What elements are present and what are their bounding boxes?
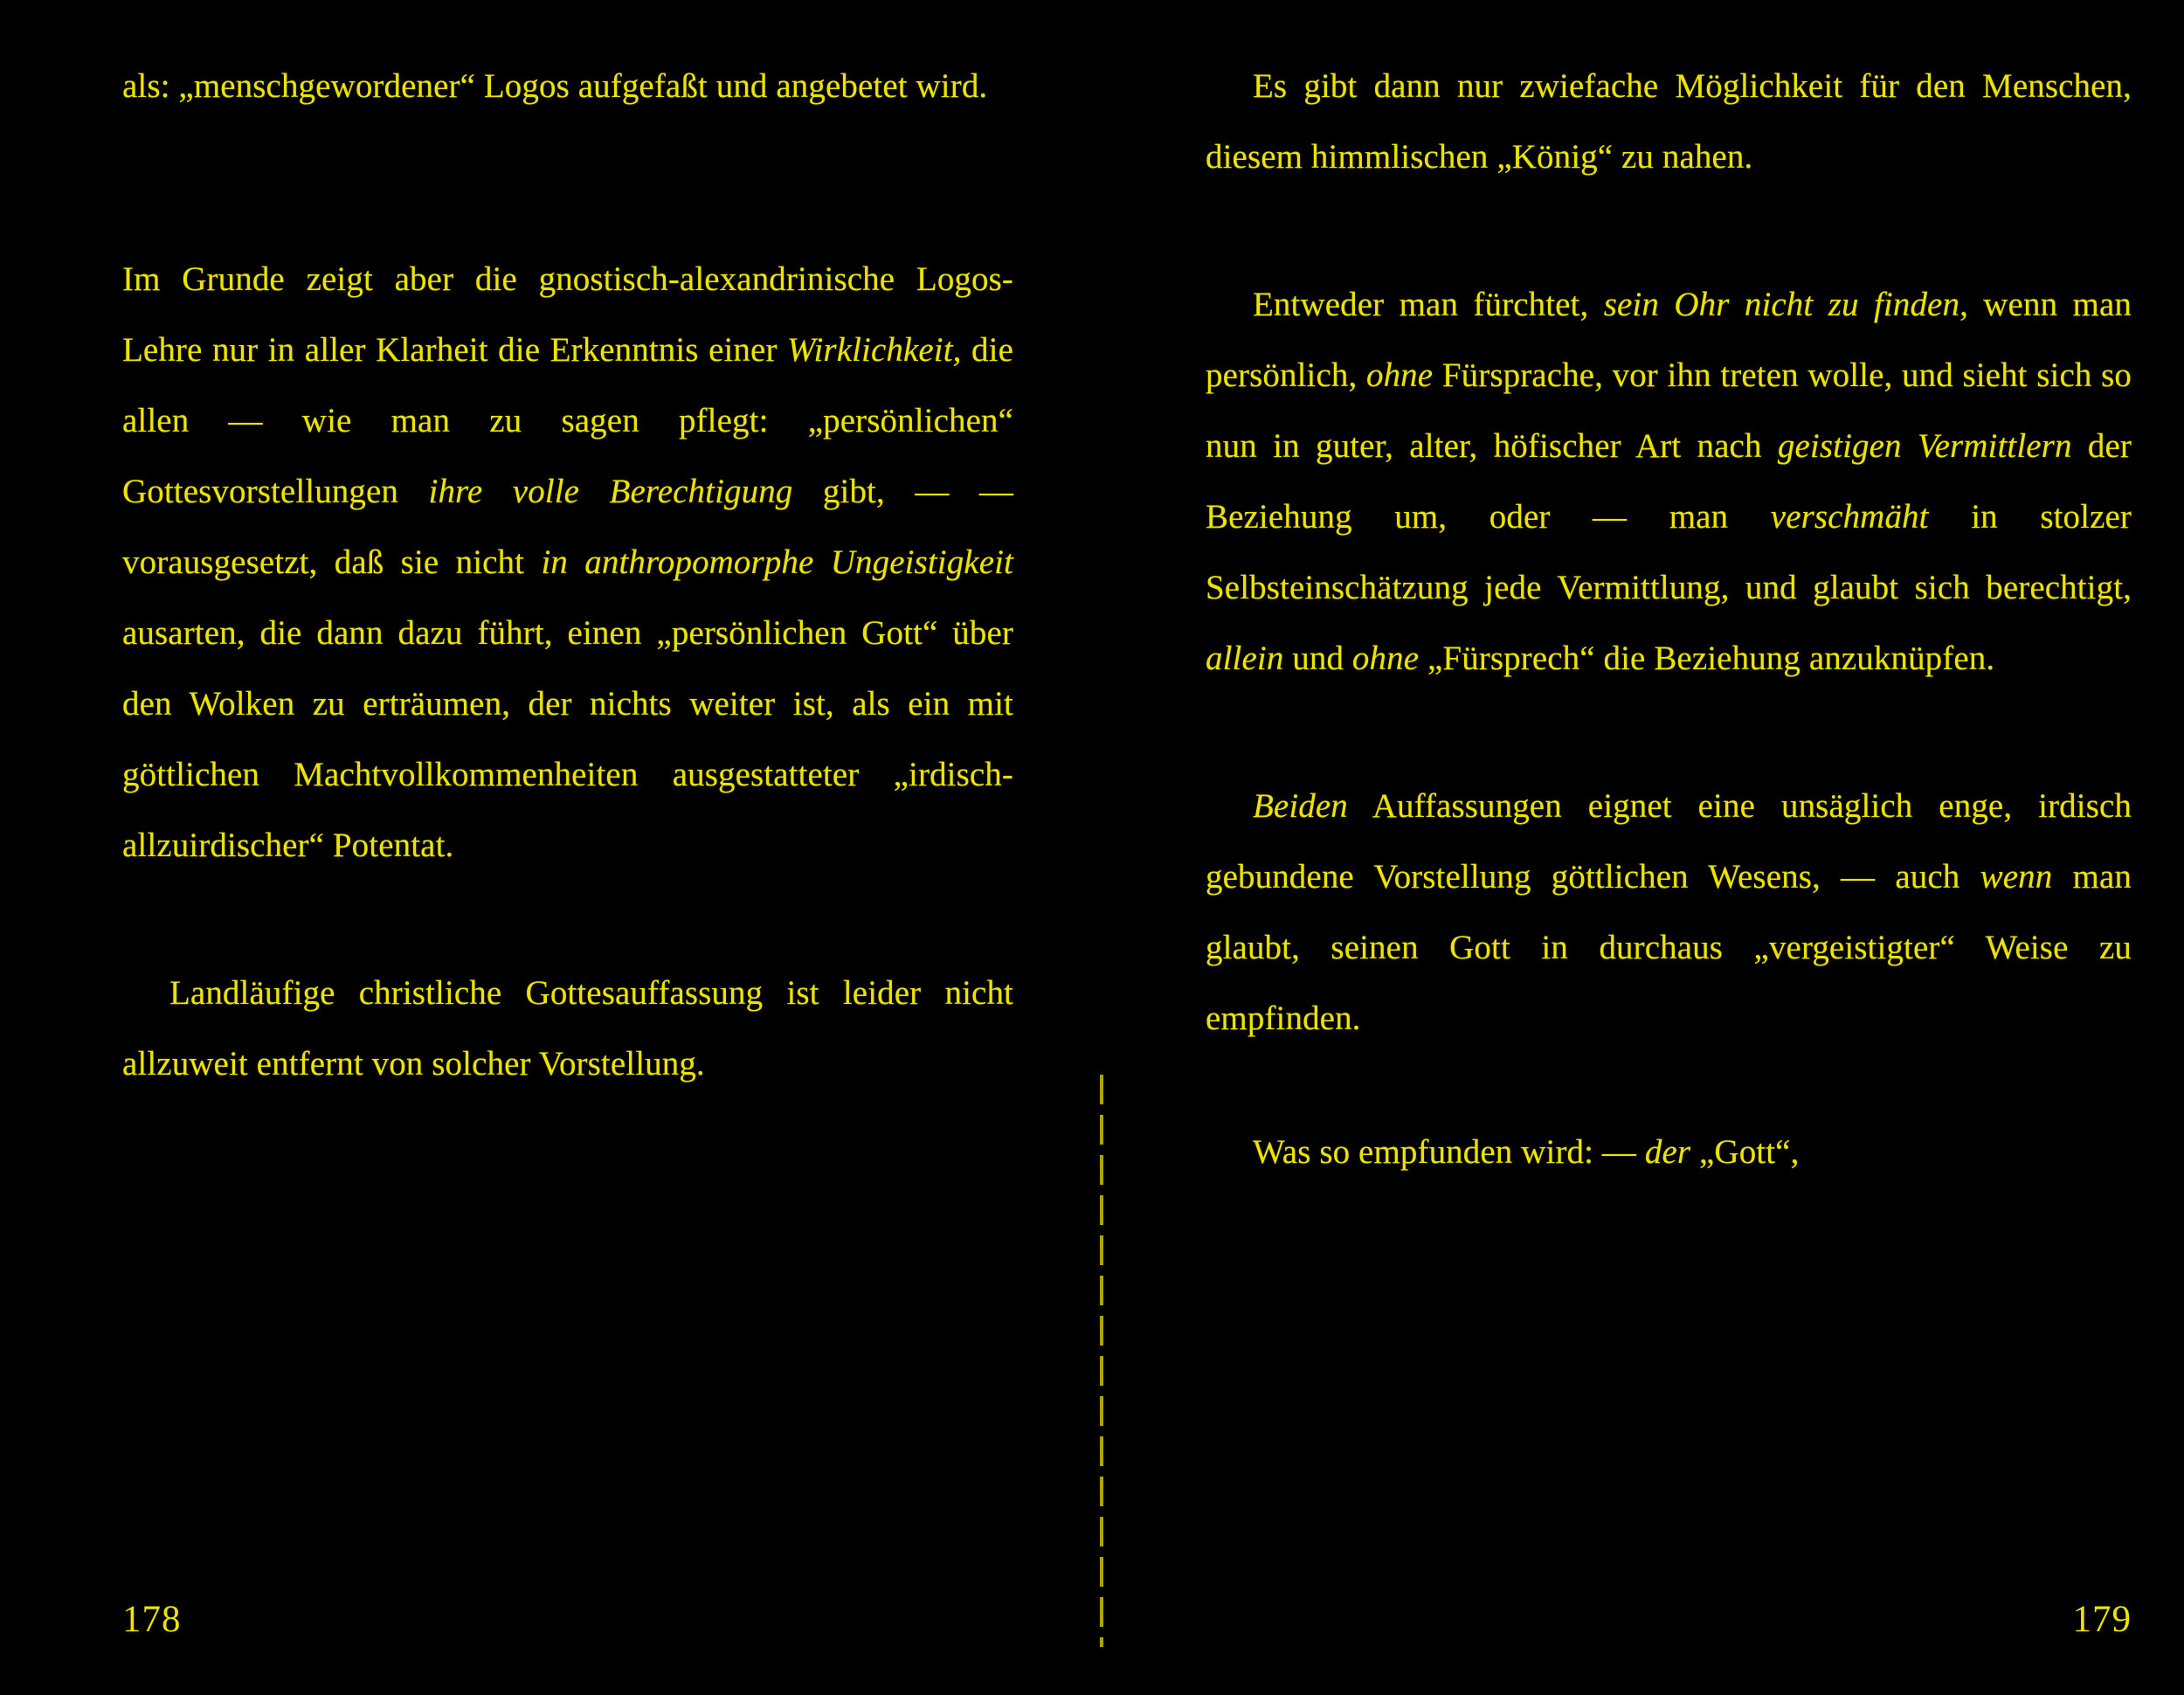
body-text: Auffassungen eignet eine unsäglich enge, irdisch gebundene Vorstellung göttlichen Wesens, — auch [1206,787,2132,896]
emphasis-text: der [1644,1133,1691,1171]
paragraph [1206,51,2132,192]
body-text: „Fürsprech“ die Beziehung anzuknüpfen. [1419,640,1995,677]
emphasis-text: in anthropomorphe Ungeistigkeit [541,543,1013,581]
page-right [1096,0,2184,1695]
emphasis-text: verschmäht [1770,498,1929,536]
paragraph [122,958,1013,1099]
body-text: die allen — wie man zu sagen pflegt: „persönlichen“ Gottesvorstellungen [122,331,1013,510]
body-text: Fürsprache, vor ihn treten wolle, und sieht sich so nun in guter, alter, höfischer Art nach [1206,356,2132,465]
body-text: Landläufige christliche Gottesauffassung ist leider nicht allzuweit entfernt von solcher Vorstellung. [122,974,1013,1083]
body-text: als: „menschgewordener“ Logos aufgefaßt und angebetet wird. [122,67,988,105]
paragraph [1206,1117,2132,1187]
body-text: Im Grunde zeigt aber die gnostisch-alexandrinische Logos-Lehre nur in aller Klarheit die Erkenntnis einer [122,260,1013,369]
emphasis-text: Wirklichkeit, [787,331,962,369]
body-text: und [1283,640,1352,677]
page-number-left: 178 [122,1599,182,1640]
emphasis-text: allein [1206,640,1284,677]
emphasis-text: geistigen Vermittlern [1777,427,2072,465]
emphasis-text: ohne [1351,640,1420,677]
paragraph [122,51,1013,121]
body-text: in stolzer Selbsteinschätzung jede Vermittlung, und glaubt sich berechtigt, [1206,498,2132,606]
emphasis-text: ihre volle Berechtigung [428,473,793,510]
body-text: ausarten, die dann dazu führt, einen „persönlichen Gott“ über den Wolken zu erträumen, der nichts weiter ist, als ein mit göttlichen Machtvollkommenheiten ausgestatteter „irdisch-allzuirdischer“ Potentat. [122,614,1013,864]
body-text: man glaubt, seinen Gott in durchaus „vergeistigter“ Weise zu empfinden. [1206,858,2132,1037]
body-text: der Beziehung um, oder — man [1206,427,2132,536]
emphasis-text: ohne [1365,356,1434,394]
paragraph [122,244,1013,881]
paragraph [1206,269,2132,694]
emphasis-text: sein Ohr nicht zu finden [1603,286,1960,323]
body-text: Was so empfunden wird: — [1253,1133,1645,1171]
body-text: , wenn man persönlich, [1206,286,2132,394]
page-number-right: 179 [2072,1599,2132,1640]
body-text: Entweder man fürchtet, [1253,286,1604,323]
paragraph [1206,771,2132,1054]
body-text: Es gibt dann nur zwiefache Möglichkeit für den Menschen, diesem himmlischen „König“ zu nahen. [1206,67,2132,176]
emphasis-text: Beiden [1253,787,1348,825]
body-text: „Gott“, [1690,1133,1800,1171]
emphasis-text: wenn [1980,858,2053,896]
body-text: gibt, — — vorausgesetzt, daß sie nicht [122,473,1014,581]
